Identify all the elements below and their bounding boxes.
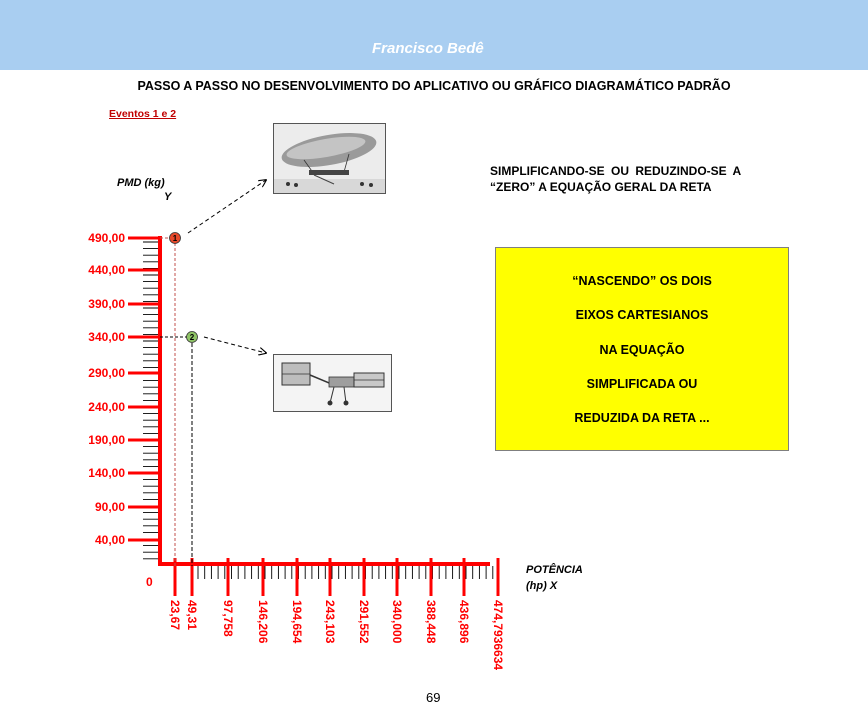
y-axis-major-ticks xyxy=(128,238,160,540)
x-axis-tick-labels xyxy=(168,600,505,670)
x-axis-minor-ticks xyxy=(198,566,493,579)
x-tick-label: 291,552 xyxy=(357,600,371,644)
callout-line-3: NA EQUAÇÃO xyxy=(599,343,685,357)
events-label: Eventos 1 e 2 xyxy=(109,108,177,120)
x-tick-label: 194,654 xyxy=(290,600,304,644)
page-heading: PASSO A PASSO NO DESENVOLVIMENTO DO APLICATIVO OU GRÁFICO DIAGRAMÁTICO PADRÃO xyxy=(137,79,731,93)
callout-line-1: “NASCENDO” OS DOIS xyxy=(572,274,712,288)
callout-line-4: SIMPLIFICADA OU xyxy=(586,377,698,391)
x-axis-label: POTÊNCIA xyxy=(526,564,583,576)
y-tick-label: 290,00 xyxy=(88,366,125,380)
y-tick-label: 40,00 xyxy=(94,533,125,547)
callout-line-2: EIXOS CARTESIANOS xyxy=(575,308,709,322)
x-tick-label: 340,000 xyxy=(390,600,404,644)
y-tick-label: 390,00 xyxy=(88,297,125,311)
y-tick-label: 340,00 xyxy=(88,330,125,344)
x-tick-label: 436,896 xyxy=(457,600,471,644)
data-points xyxy=(170,233,198,343)
y-tick-label: 190,00 xyxy=(88,433,125,447)
origin-label: 0 xyxy=(146,575,153,589)
x-tick-label: 243,103 xyxy=(323,600,337,644)
x-tick-label: 146,206 xyxy=(256,600,270,644)
y-tick-label: 490,00 xyxy=(88,231,125,245)
data-point-label: 2 xyxy=(189,333,195,342)
author-name: Francisco Bedê xyxy=(372,40,484,57)
x-tick-label: 474,7936634 xyxy=(491,600,505,671)
y-axis-tick-labels xyxy=(88,231,125,547)
y-tick-label: 90,00 xyxy=(94,500,125,514)
projection-guides xyxy=(160,238,192,566)
arrow-to-airplane xyxy=(204,337,266,353)
x-axis-unit: (hp) X xyxy=(526,580,558,592)
x-tick-label: 388,448 xyxy=(424,600,438,644)
data-point-label: 1 xyxy=(172,234,178,243)
callout-line-5: REDUZIDA DA RETA ... xyxy=(574,411,710,425)
y-axis-minor-ticks xyxy=(143,242,160,559)
y-axis-label: PMD (kg) xyxy=(117,177,165,189)
y-tick-label: 140,00 xyxy=(88,466,125,480)
y-axis-letter: Y xyxy=(164,191,172,203)
x-tick-label: 49,31 xyxy=(185,600,199,631)
arrow-to-airship xyxy=(188,180,266,233)
x-tick-label: 23,67 xyxy=(168,600,182,631)
y-tick-label: 240,00 xyxy=(88,400,125,414)
note-line-2: “ZERO” A EQUAÇÃO GERAL DA RETA xyxy=(490,180,712,194)
y-tick-label: 440,00 xyxy=(88,263,125,277)
x-tick-label: 97,758 xyxy=(221,600,235,637)
note-line-1: SIMPLIFICANDO-SE OU REDUZINDO-SE A xyxy=(490,164,742,178)
page-number: 69 xyxy=(426,690,441,705)
